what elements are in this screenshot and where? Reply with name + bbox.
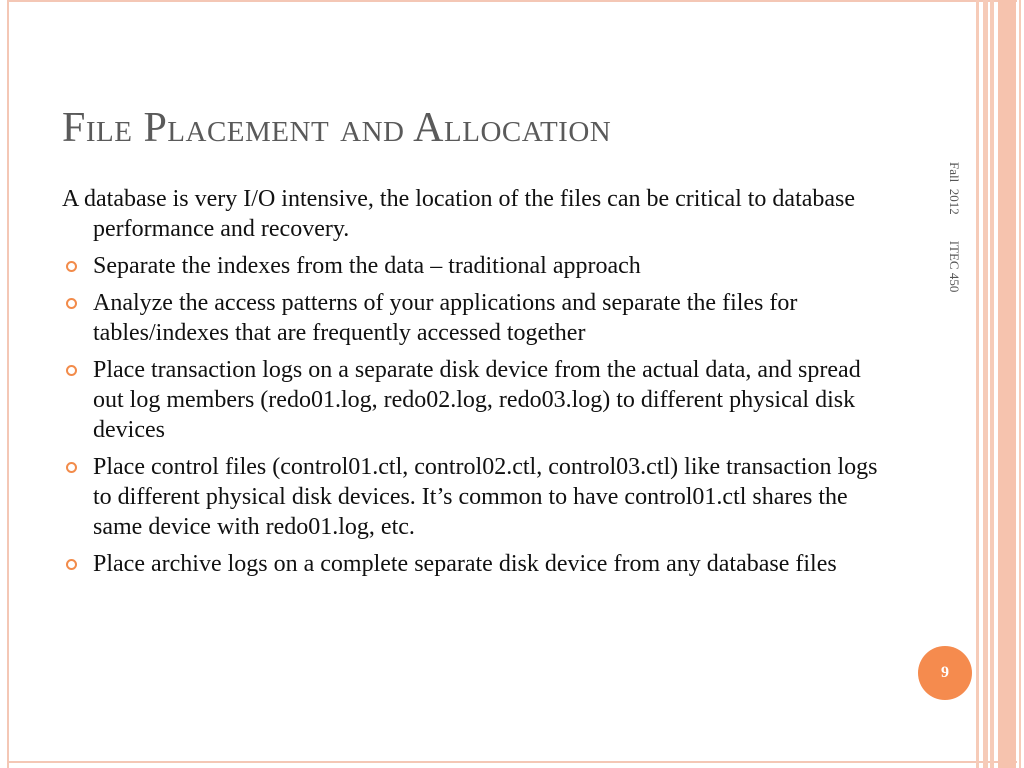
right-border-stripe bbox=[976, 0, 979, 768]
bullet-circle-icon bbox=[66, 261, 77, 272]
bullet-text: Analyze the access patterns of your applications and separate the files for tables/indexes that are frequently accessed together bbox=[93, 290, 798, 346]
bullet-circle-icon bbox=[66, 462, 77, 473]
bullet-text: Place control files (control01.ctl, control02.ctl, control03.ctl) like transaction logs to different physical disk devices. It’s common to have control01.ctl shares the same device with redo01.log, etc. bbox=[93, 454, 878, 540]
bullet-item bbox=[62, 251, 882, 281]
right-border-stripe bbox=[1019, 0, 1021, 768]
bullet-text: Place transaction logs on a separate disk device from the actual data, and spread out log members (redo01.log, redo02.log, redo03.log) to different physical disk devices bbox=[93, 357, 861, 443]
bullet-item bbox=[62, 355, 882, 445]
bullet-text: Separate the indexes from the data – traditional approach bbox=[93, 253, 641, 279]
bullet-circle-icon bbox=[66, 365, 77, 376]
left-border-line bbox=[7, 0, 9, 768]
bottom-border-line bbox=[7, 761, 1017, 763]
bullet-circle-icon bbox=[66, 559, 77, 570]
bullet-text: Place archive logs on a complete separate disk device from any database files bbox=[93, 551, 837, 577]
right-border-stripe bbox=[990, 0, 994, 768]
page-number-badge bbox=[918, 646, 972, 700]
bullet-circle-icon bbox=[66, 298, 77, 309]
bullet-item bbox=[62, 288, 882, 348]
right-border-stripe bbox=[998, 0, 1016, 768]
intro-paragraph: A database is very I/O intensive, the location of the files can be critical to database performance and recovery. bbox=[62, 186, 856, 242]
right-border-stripe bbox=[983, 0, 988, 768]
slide-title: File Placement and Allocation bbox=[62, 105, 612, 151]
slide-body bbox=[62, 184, 882, 586]
slide-footer-vertical: Fall 2012 ITEC 450 bbox=[947, 162, 962, 293]
page-number: 9 bbox=[941, 664, 949, 681]
top-border-line bbox=[7, 0, 1017, 2]
bullet-item bbox=[62, 452, 882, 542]
bullet-item bbox=[62, 549, 882, 579]
